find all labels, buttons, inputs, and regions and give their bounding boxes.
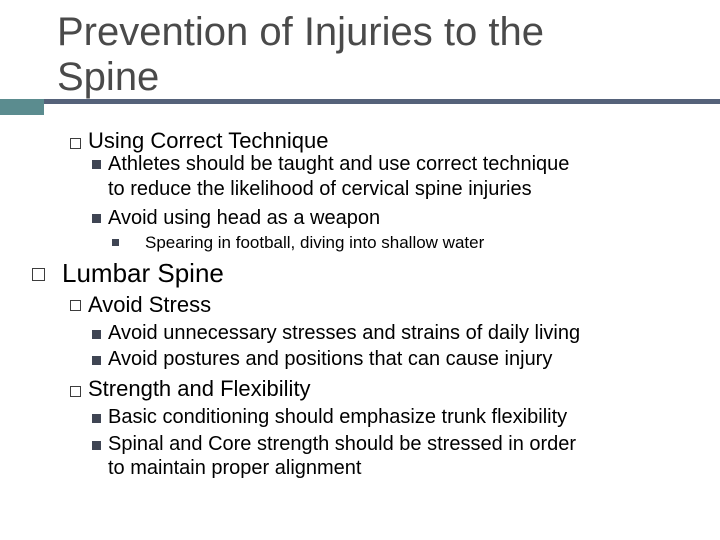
slide-title bbox=[57, 10, 657, 100]
bullet-avoid-postures: Avoid postures and positions that can cause injury bbox=[108, 348, 553, 370]
filled-square-bullet-icon bbox=[112, 239, 119, 246]
bullet-spinal-core-line1: Spinal and Core strength should be stressed in order bbox=[108, 433, 577, 455]
bullet-avoid-unnecessary: Avoid unnecessary stresses and strains of daily living bbox=[108, 322, 581, 344]
bullet-athletes-line2: to reduce the likelihood of cervical spine injuries bbox=[108, 178, 532, 200]
heading-lumbar-spine: Lumbar Spine bbox=[62, 258, 224, 288]
bullet-basic-conditioning: Basic conditioning should emphasize trunk flexibility bbox=[108, 406, 568, 428]
hollow-square-bullet-icon bbox=[70, 138, 81, 149]
hollow-square-bullet-icon bbox=[70, 300, 81, 311]
filled-square-bullet-icon bbox=[92, 214, 101, 223]
bullet-avoid-head: Avoid using head as a weapon bbox=[108, 207, 381, 229]
title-underline-bar bbox=[44, 99, 720, 104]
filled-square-bullet-icon bbox=[92, 160, 101, 169]
filled-square-bullet-icon bbox=[92, 414, 101, 423]
filled-square-bullet-icon bbox=[92, 356, 101, 365]
sub-bullet-spearing: Spearing in football, diving into shallow water bbox=[145, 233, 485, 252]
filled-square-bullet-icon bbox=[92, 330, 101, 339]
title-accent-block bbox=[0, 99, 44, 115]
title-line-2: Spine bbox=[57, 55, 160, 99]
bullet-athletes-line1: Athletes should be taught and use correct technique bbox=[108, 153, 570, 175]
heading-avoid-stress: Avoid Stress bbox=[88, 292, 212, 317]
title-line-1: Prevention of Injuries to the bbox=[57, 10, 544, 54]
heading-strength-flexibility: Strength and Flexibility bbox=[88, 376, 311, 401]
heading-using-correct-technique: Using Correct Technique bbox=[88, 128, 329, 153]
filled-square-bullet-icon bbox=[92, 441, 101, 450]
bullet-spinal-core-line2: to maintain proper alignment bbox=[108, 457, 362, 479]
hollow-square-bullet-icon bbox=[32, 268, 45, 281]
hollow-square-bullet-icon bbox=[70, 386, 81, 397]
